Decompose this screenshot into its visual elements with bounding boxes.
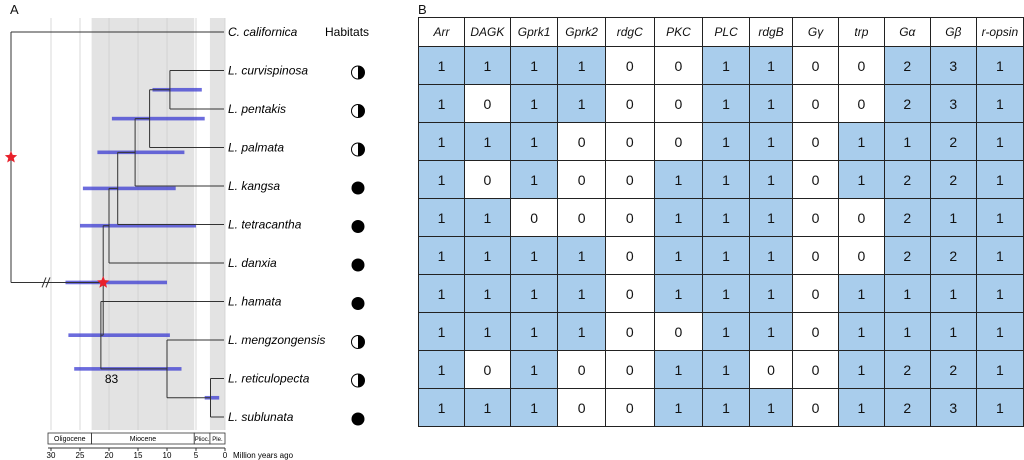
table-cell: 0 bbox=[605, 313, 654, 351]
table-cell: 1 bbox=[464, 275, 510, 313]
column-header-11: Gβ bbox=[930, 18, 976, 47]
panel-b-label: B bbox=[418, 2, 427, 17]
table-cell: 1 bbox=[703, 313, 750, 351]
time-axis-tick-label: 0 bbox=[222, 451, 228, 460]
table-cell: 1 bbox=[510, 389, 558, 427]
table-cell: 1 bbox=[510, 47, 558, 85]
table-cell: 1 bbox=[839, 389, 885, 427]
table-cell: 1 bbox=[930, 199, 976, 237]
habitat-full-icon bbox=[352, 413, 365, 426]
table-row bbox=[419, 351, 1024, 389]
table-row bbox=[419, 85, 1024, 123]
table-cell: 0 bbox=[605, 237, 654, 275]
table-cell: 0 bbox=[558, 161, 606, 199]
table-cell: 1 bbox=[839, 161, 885, 199]
table-cell: 1 bbox=[419, 351, 465, 389]
table-cell: 1 bbox=[749, 161, 792, 199]
table-row bbox=[419, 123, 1024, 161]
time-axis-tick-label: 5 bbox=[193, 451, 199, 460]
table-cell: 1 bbox=[419, 161, 465, 199]
table-cell: 1 bbox=[464, 313, 510, 351]
column-header-1: DAGK bbox=[464, 18, 510, 47]
table-cell: 1 bbox=[930, 275, 976, 313]
table-cell: 1 bbox=[558, 85, 606, 123]
table-cell: 1 bbox=[510, 85, 558, 123]
table-cell: 1 bbox=[976, 85, 1023, 123]
column-header-8: Gγ bbox=[793, 18, 839, 47]
table-cell: 1 bbox=[464, 237, 510, 275]
taxon-label: L. kangsa bbox=[228, 179, 281, 193]
table-cell: 1 bbox=[419, 313, 465, 351]
table-cell: 1 bbox=[703, 389, 750, 427]
habitat-half-fill bbox=[358, 66, 365, 79]
table-cell: 1 bbox=[930, 313, 976, 351]
table-cell: 1 bbox=[749, 237, 792, 275]
table-cell: 0 bbox=[605, 85, 654, 123]
table-cell: 1 bbox=[976, 275, 1023, 313]
table-row bbox=[419, 237, 1024, 275]
table-cell: 1 bbox=[558, 275, 606, 313]
table-cell: 1 bbox=[419, 275, 465, 313]
epoch-label: Plioc. bbox=[194, 437, 210, 443]
table-cell: 1 bbox=[558, 237, 606, 275]
table-cell: 1 bbox=[464, 123, 510, 161]
table-row bbox=[419, 389, 1024, 427]
table-cell: 0 bbox=[654, 85, 703, 123]
table-cell: 1 bbox=[749, 389, 792, 427]
table-cell: 0 bbox=[793, 275, 839, 313]
taxon-label: L. pentakis bbox=[228, 102, 287, 116]
table-cell: 1 bbox=[839, 313, 885, 351]
table-cell: 2 bbox=[884, 199, 930, 237]
table-cell: 1 bbox=[976, 237, 1023, 275]
time-axis-tick-label: 20 bbox=[104, 451, 114, 460]
taxon-label: L. palmata bbox=[228, 140, 285, 155]
time-axis-tick-label: 10 bbox=[162, 451, 172, 460]
table-cell: 1 bbox=[839, 351, 885, 389]
table-cell: 1 bbox=[419, 389, 465, 427]
table-cell: 0 bbox=[793, 351, 839, 389]
table-cell: 1 bbox=[654, 237, 703, 275]
habitat-half-fill bbox=[358, 143, 365, 156]
table-cell: 1 bbox=[654, 389, 703, 427]
table-cell: 3 bbox=[930, 85, 976, 123]
table-cell: 2 bbox=[884, 351, 930, 389]
column-header-7: rdgB bbox=[749, 18, 792, 47]
table-cell: 0 bbox=[464, 161, 510, 199]
table-cell: 1 bbox=[703, 237, 750, 275]
taxon-label: L. curvispinosa bbox=[228, 63, 309, 78]
taxon-label: L. sublunata bbox=[228, 410, 294, 424]
table-cell: 2 bbox=[884, 85, 930, 123]
epoch-label: Ple. bbox=[212, 437, 223, 443]
taxon-label: C. californica bbox=[228, 25, 298, 39]
table-cell: 1 bbox=[749, 85, 792, 123]
node-support-value: 83 bbox=[104, 371, 119, 386]
confidence-interval-bar bbox=[68, 333, 169, 337]
time-axis-tick-label: 15 bbox=[133, 451, 143, 460]
table-cell: 0 bbox=[839, 237, 885, 275]
table-cell: 1 bbox=[703, 123, 750, 161]
table-cell: 2 bbox=[884, 389, 930, 427]
table-cell: 1 bbox=[976, 313, 1023, 351]
habitat-half-fill bbox=[358, 374, 365, 387]
table-cell: 1 bbox=[976, 123, 1023, 161]
column-header-9: trp bbox=[839, 18, 885, 47]
table-cell: 1 bbox=[510, 351, 558, 389]
table-cell: 1 bbox=[749, 199, 792, 237]
phylogenetic-tree bbox=[0, 0, 410, 460]
table-header-row bbox=[419, 18, 1024, 47]
table-cell: 1 bbox=[976, 161, 1023, 199]
table-cell: 0 bbox=[793, 389, 839, 427]
table-cell: 2 bbox=[930, 237, 976, 275]
table-row bbox=[419, 275, 1024, 313]
table-cell: 1 bbox=[464, 47, 510, 85]
confidence-interval-bar bbox=[112, 117, 205, 121]
table-cell: 0 bbox=[558, 123, 606, 161]
habitat-full-icon bbox=[352, 182, 365, 195]
table-cell: 1 bbox=[703, 47, 750, 85]
column-header-0: Arr bbox=[419, 18, 465, 47]
epoch-label: Oligocene bbox=[54, 436, 86, 443]
table-cell: 0 bbox=[793, 313, 839, 351]
table-cell: 0 bbox=[793, 85, 839, 123]
table-cell: 0 bbox=[558, 199, 606, 237]
table-cell: 1 bbox=[654, 351, 703, 389]
taxon-label: L. reticulopecta bbox=[228, 371, 310, 386]
table-cell: 1 bbox=[654, 161, 703, 199]
table-cell: 1 bbox=[884, 313, 930, 351]
table-cell: 1 bbox=[703, 351, 750, 389]
table-cell: 1 bbox=[558, 47, 606, 85]
table-row bbox=[419, 313, 1024, 351]
table-cell: 1 bbox=[976, 389, 1023, 427]
column-header-12: r-opsin bbox=[976, 18, 1023, 47]
table-cell: 0 bbox=[839, 199, 885, 237]
table-cell: 0 bbox=[839, 47, 885, 85]
table-cell: 0 bbox=[558, 389, 606, 427]
table-cell: 1 bbox=[464, 389, 510, 427]
table-cell: 1 bbox=[419, 123, 465, 161]
table-cell: 0 bbox=[793, 161, 839, 199]
habitat-half-fill bbox=[358, 105, 365, 118]
table-cell: 1 bbox=[749, 275, 792, 313]
table-cell: 0 bbox=[605, 123, 654, 161]
table-cell: 0 bbox=[654, 123, 703, 161]
column-header-6: PLC bbox=[703, 18, 750, 47]
table-cell: 2 bbox=[884, 47, 930, 85]
table-cell: 1 bbox=[976, 199, 1023, 237]
table-cell: 0 bbox=[793, 199, 839, 237]
confidence-interval-bar bbox=[83, 187, 176, 191]
table-cell: 0 bbox=[605, 275, 654, 313]
table-cell: 1 bbox=[976, 351, 1023, 389]
table-cell: 1 bbox=[749, 47, 792, 85]
epoch-label: Miocene bbox=[129, 436, 157, 443]
taxon-label: L. mengzongensis bbox=[228, 333, 326, 347]
table-cell: 1 bbox=[703, 85, 750, 123]
table-cell: 1 bbox=[510, 123, 558, 161]
table-cell: 1 bbox=[558, 313, 606, 351]
table-cell: 1 bbox=[510, 161, 558, 199]
panel-a-label: A bbox=[10, 2, 19, 17]
table-cell: 1 bbox=[419, 85, 465, 123]
table-cell: 0 bbox=[605, 199, 654, 237]
table-cell: 0 bbox=[793, 123, 839, 161]
table-cell: 1 bbox=[419, 199, 465, 237]
column-header-10: Gα bbox=[884, 18, 930, 47]
column-header-5: PKC bbox=[654, 18, 703, 47]
table-cell: 1 bbox=[464, 199, 510, 237]
table-cell: 1 bbox=[419, 237, 465, 275]
table-cell: 0 bbox=[605, 47, 654, 85]
table-cell: 2 bbox=[884, 161, 930, 199]
habitat-full-icon bbox=[352, 297, 365, 310]
table-cell: 0 bbox=[605, 351, 654, 389]
table-cell: 3 bbox=[930, 47, 976, 85]
table-row bbox=[419, 161, 1024, 199]
time-axis-tick-label: 30 bbox=[46, 451, 56, 460]
table-cell: 0 bbox=[654, 313, 703, 351]
table-cell: 1 bbox=[839, 275, 885, 313]
table-cell: 0 bbox=[464, 85, 510, 123]
table-row bbox=[419, 199, 1024, 237]
taxon-label: L. hamata bbox=[228, 294, 282, 309]
table-cell: 2 bbox=[884, 237, 930, 275]
table-cell: 1 bbox=[703, 199, 750, 237]
table-cell: 0 bbox=[510, 199, 558, 237]
table-cell: 0 bbox=[654, 47, 703, 85]
table-cell: 1 bbox=[510, 275, 558, 313]
habitat-half-fill bbox=[358, 336, 365, 349]
confidence-interval-bar bbox=[97, 151, 184, 155]
table-cell: 1 bbox=[654, 199, 703, 237]
habitat-full-icon bbox=[352, 259, 365, 272]
column-header-2: Gprk1 bbox=[510, 18, 558, 47]
table-cell: 2 bbox=[930, 351, 976, 389]
table-cell: 1 bbox=[703, 161, 750, 199]
table-cell: 1 bbox=[510, 237, 558, 275]
table-cell: 0 bbox=[793, 237, 839, 275]
column-header-3: Gprk2 bbox=[558, 18, 606, 47]
table-cell: 0 bbox=[839, 85, 885, 123]
gene-presence-table-panel bbox=[418, 17, 1024, 427]
table-cell: 0 bbox=[605, 161, 654, 199]
table-cell: 0 bbox=[464, 351, 510, 389]
table-cell: 1 bbox=[884, 123, 930, 161]
table-cell: 1 bbox=[976, 47, 1023, 85]
habitats-header: Habitats bbox=[325, 25, 370, 39]
table-cell: 1 bbox=[419, 47, 465, 85]
taxon-label: L. danxia bbox=[228, 256, 277, 270]
table-cell: 0 bbox=[558, 351, 606, 389]
table-cell: 2 bbox=[930, 161, 976, 199]
table-row bbox=[419, 47, 1024, 85]
time-axis-tick-label: 25 bbox=[75, 451, 85, 460]
table-cell: 1 bbox=[703, 275, 750, 313]
table-cell: 1 bbox=[654, 275, 703, 313]
table-cell: 0 bbox=[793, 47, 839, 85]
table-cell: 1 bbox=[510, 313, 558, 351]
taxon-label: L. tetracantha bbox=[228, 217, 302, 232]
table-cell: 1 bbox=[839, 123, 885, 161]
table-cell: 0 bbox=[749, 351, 792, 389]
table-cell: 1 bbox=[749, 313, 792, 351]
table-cell: 0 bbox=[605, 389, 654, 427]
time-axis-label: Million years ago bbox=[233, 451, 294, 460]
gene-presence-table bbox=[418, 17, 1024, 427]
table-cell: 3 bbox=[930, 389, 976, 427]
table-cell: 1 bbox=[884, 275, 930, 313]
table-cell: 2 bbox=[930, 123, 976, 161]
table-cell: 1 bbox=[749, 123, 792, 161]
habitat-full-icon bbox=[352, 220, 365, 233]
column-header-4: rdgC bbox=[605, 18, 654, 47]
